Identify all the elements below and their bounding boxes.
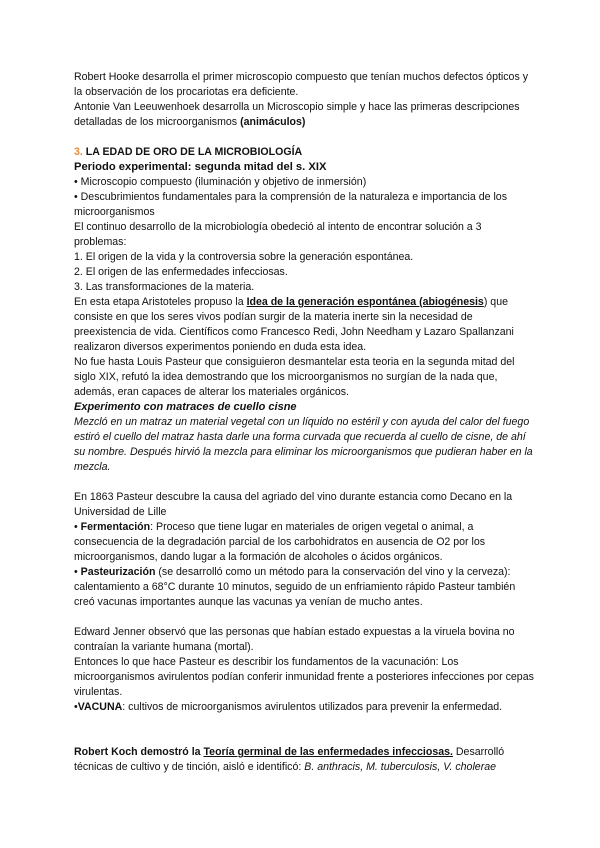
fermentacion-paragraph: • Fermentación: Proceso que tiene lugar en materiales de origen vegetal o animal, a consecuencia de la degradación parcial de los carbohidratos en ausencia de O2 por los microorganismos, dando lugar a la formación de alcoholes o ácidos orgánicos. bbox=[74, 521, 486, 563]
koch-pre: Robert Koch demostró la bbox=[74, 746, 204, 758]
lille-paragraph: En 1863 Pasteur descubre la causa del agriado del vino durante estancia como Decano en la Universidad de Lille bbox=[74, 491, 513, 518]
aristoteles-paragraph bbox=[74, 295, 536, 355]
problem-3: 3. Las transformaciones de la materia. bbox=[74, 281, 255, 293]
bullet-microscopio: • Microscopio compuesto (iluminación y objetivo de inmersión) bbox=[74, 176, 367, 188]
pasteur-paragraph: No fue hasta Louis Pasteur que consiguieron desmantelar esta teoria en la segunda mitad del siglo XIX, refutó la idea demostrando que los microorganismos no surgían de la nada que, además, eran capaces de alterar los materiales orgánicos. bbox=[74, 356, 515, 398]
animaculos-term: (animáculos) bbox=[240, 116, 306, 128]
vacuna-text: : cultivos de microorganismos avirulentos utilizados para prevenir la enfermedad. bbox=[122, 701, 503, 713]
fermentacion-term: Fermentación bbox=[80, 521, 151, 533]
teoria-germinal-term: Teoría germinal de las enfermedades infecciosas. bbox=[203, 746, 453, 758]
section-number: 3. bbox=[74, 146, 83, 158]
problems-intro: El continuo desarrollo de la microbiología obedeció al intento de encontrar solución a 3 problemas: bbox=[74, 221, 482, 248]
section-title: LA EDAD DE ORO DE LA MICROBIOLOGÍA bbox=[85, 146, 303, 158]
koch-paragraph bbox=[74, 745, 536, 775]
aristoteles-pre: En esta etapa Aristoteles propuso la bbox=[74, 296, 247, 308]
pasteurizacion-term: Pasteurización bbox=[80, 566, 156, 578]
pasteur-vacunacion-paragraph: Entonces lo que hace Pasteur es describir los fundamentos de la vacunación: Los microorganismos avirulentos podían conferir inmunidad frente a posteriores infecciones por cepas virulentas. bbox=[74, 656, 534, 698]
problem-2: 2. El origen de las enfermedades infecciosas. bbox=[74, 266, 288, 278]
bullet-descubrimientos: • Descubrimientos fundamentales para la comprensión de la naturaleza e importancia de los microorganismos bbox=[74, 191, 507, 218]
vacuna-paragraph: •VACUNA: cultivos de microorganismos avirulentos utilizados para prevenir la enfermedad. bbox=[74, 701, 503, 713]
hooke-paragraph: Robert Hooke desarrolla el primer microscopio compuesto que tenían muchos defectos ópticos y la observación de los procariotas era deficiente. bbox=[74, 71, 528, 98]
vacuna-term: VACUNA bbox=[77, 701, 123, 713]
problem-1: 1. El origen de la vida y la controversia sobre la generación espontánea. bbox=[74, 251, 414, 263]
koch-species: B. anthracis, M. tuberculosis, V. cholerae bbox=[304, 761, 497, 773]
fermentacion-text: : Proceso que tiene lugar en materiales de origen vegetal o animal, a consecuencia de la degradación parcial de los carbohidratos en ausencia de O2 por los microorganismos, dando lugar a la formación de alcoholes o ácidos orgánicos. bbox=[74, 521, 486, 563]
period-heading: Periodo experimental: segunda mitad del s. XIX bbox=[74, 161, 327, 173]
abiogenesis-term: Idea de la generación espontánea (abiogénesis bbox=[246, 296, 484, 308]
document-page bbox=[74, 70, 536, 775]
jenner-paragraph: Edward Jenner observó que las personas que habían estado expuestas a la viruela bovina no contraían la variante humana (mortal). bbox=[74, 626, 515, 653]
aristoteles-post: ) que consiste en que los seres vivos podían surgir de la materia inerte sin la necesidad de preexistencia de vida. Científicos como Francesco Redi, John Needham y Lazaro Spallanzani realizaron diversos experimentos poniendo en duda esta idea. bbox=[74, 296, 514, 353]
leeuwenhoek-paragraph bbox=[74, 100, 536, 130]
section-3-heading bbox=[74, 145, 536, 160]
leeuwenhoek-text: Antonie Van Leeuwenhoek desarrolla un Microscopio simple y hace las primeras descripciones detalladas de los microorganismos bbox=[74, 101, 520, 128]
koch-post: Desarrolló técnicas de cultivo y de tinción, aisló e identificó: bbox=[74, 746, 505, 773]
experiment-heading: Experimento con matraces de cuello cisne bbox=[74, 401, 297, 413]
experiment-text: Mezcló en un matraz un material vegetal con un líquido no estéril y con ayuda del calor del fuego estiró el cuello del matraz hasta darle una forma curvada que recuerda al cuello de cisne, de ahí su nombre. Después hirvió la mezcla para eliminar los microorganismos que pudieran haber en la mezcla. bbox=[74, 416, 533, 473]
pasteurizacion-paragraph: • Pasteurización (se desarrolló como un método para la conservación del vino y la cerveza): calentamiento a 68°C durante 10 minutos, seguido de un enfriamiento rápido Pasteur también creó vacunas importantes aunque las vacunas ya venían de mucho antes. bbox=[74, 566, 516, 608]
pasteurizacion-text: (se desarrolló como un método para la conservación del vino y la cerveza): calentamiento a 68°C durante 10 minutos, seguido de un enfriamiento rápido Pasteur también creó vacunas importantes aunque las vacunas ya venían de mucho antes. bbox=[74, 566, 516, 608]
